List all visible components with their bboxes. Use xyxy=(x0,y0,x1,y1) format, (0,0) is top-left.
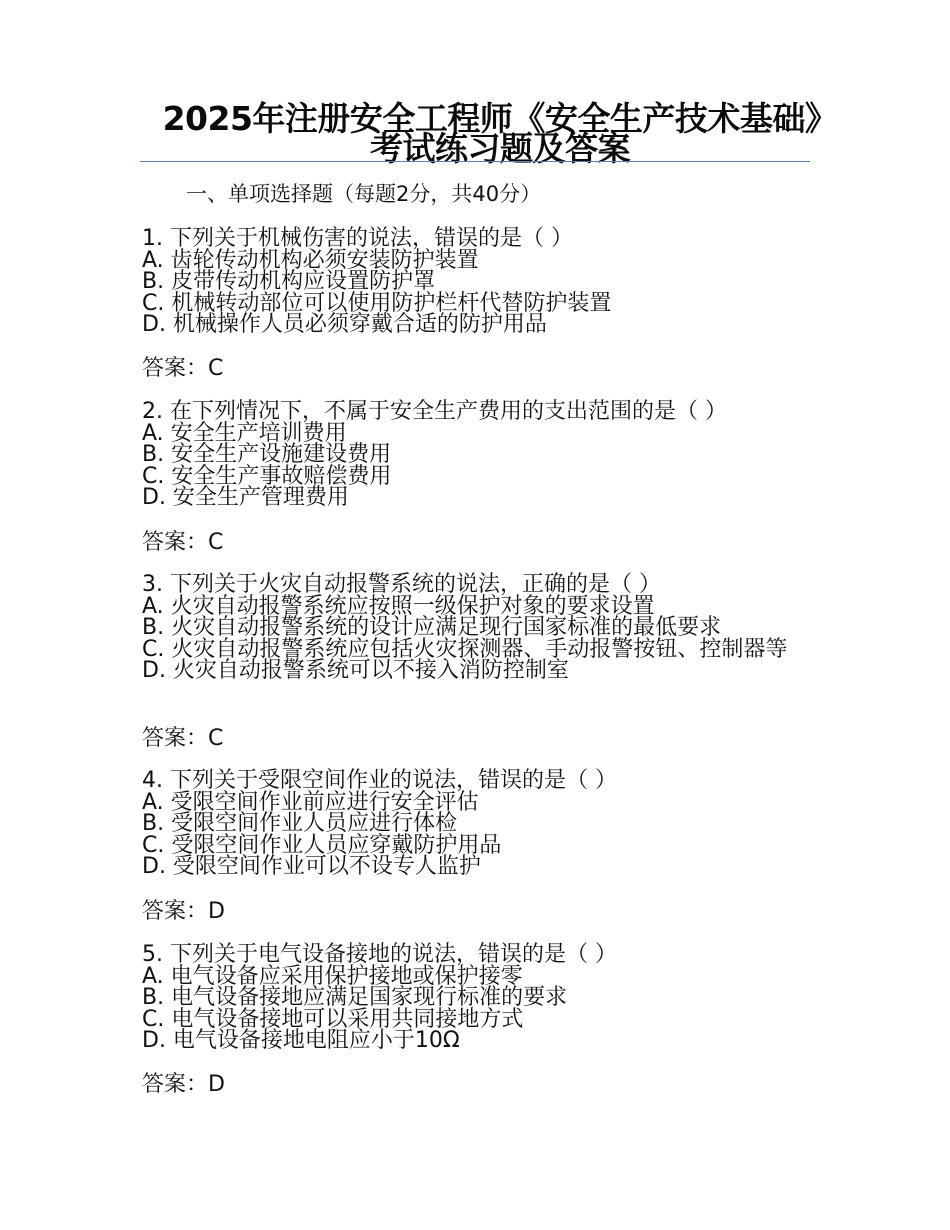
option-a: A. 电气设备应采用保护接地或保护接零 xyxy=(142,963,523,989)
option-c: C. 机械转动部位可以使用防护栏杆代替防护装置 xyxy=(142,290,612,316)
question-1 xyxy=(142,228,802,336)
option-a: A. 火灾自动报警系统应按照一级保护对象的要求设置 xyxy=(142,593,655,619)
option-d: D. 火灾自动报警系统可以不接入消防控制室 xyxy=(142,658,569,683)
answer-3: 答案：C xyxy=(142,726,224,751)
option-b: B. 受限空间作业人员应进行体检 xyxy=(142,811,458,836)
question-stem: 2. 在下列情况下，不属于安全生产费用的支出范围的是（ ） xyxy=(142,399,727,424)
question-stem: 5. 下列关于电气设备接地的说法，错误的是（ ） xyxy=(142,942,617,967)
question-5 xyxy=(142,944,802,1052)
option-d: D. 机械操作人员必须穿戴合适的防护用品 xyxy=(142,312,547,337)
option-b: B. 火灾自动报警系统的设计应满足现行国家标准的最低要求 xyxy=(142,615,722,640)
answer-1: 答案：C xyxy=(142,356,224,381)
question-4 xyxy=(142,770,802,878)
question-2 xyxy=(142,401,802,509)
option-c: C. 电气设备接地可以采用共同接地方式 xyxy=(142,1006,524,1032)
question-stem: 1. 下列关于机械伤害的说法，错误的是（ ） xyxy=(142,226,573,251)
question-stem: 4. 下列关于受限空间作业的说法，错误的是（ ） xyxy=(142,768,617,793)
question-stem: 3. 下列关于火灾自动报警系统的说法，正确的是（ ） xyxy=(142,572,661,597)
option-a: A. 安全生产培训费用 xyxy=(142,420,347,446)
section-heading: 一、单项选择题（每题2分，共40分） xyxy=(186,182,542,206)
title-underline xyxy=(140,161,810,162)
question-3 xyxy=(142,574,802,682)
option-a: A. 齿轮传动机构必须安装防护装置 xyxy=(142,247,479,273)
option-d: D. 安全生产管理费用 xyxy=(142,485,349,510)
option-c: C. 安全生产事故赔偿费用 xyxy=(142,463,392,489)
option-c: C. 火灾自动报警系统应包括火灾探测器、手动报警按钮、控制器等 xyxy=(142,636,788,662)
answer-4: 答案：D xyxy=(142,899,225,924)
option-b: B. 安全生产设施建设费用 xyxy=(142,442,392,467)
option-d: D. 电气设备接地电阻应小于10Ω xyxy=(142,1028,460,1053)
option-c: C. 受限空间作业人员应穿戴防护用品 xyxy=(142,832,502,858)
document-title: 2025年注册安全工程师《安全生产技术基础》考试练习题及答案 xyxy=(162,99,838,168)
option-a: A. 受限空间作业前应进行安全评估 xyxy=(142,789,479,815)
answer-2: 答案：C xyxy=(142,530,224,555)
option-d: D. 受限空间作业可以不设专人监护 xyxy=(142,854,481,879)
answer-5: 答案：D xyxy=(142,1072,225,1097)
option-b: B. 电气设备接地应满足国家现行标准的要求 xyxy=(142,985,568,1010)
option-b: B. 皮带传动机构应设置防护罩 xyxy=(142,269,436,294)
